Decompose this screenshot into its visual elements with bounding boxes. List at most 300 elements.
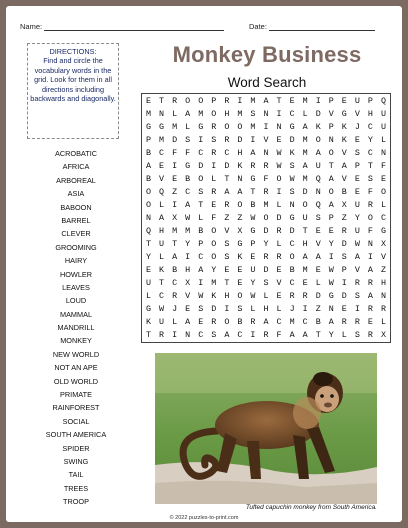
grid-letter: O — [146, 199, 152, 210]
grid-letter: V — [354, 265, 360, 276]
grid-letter: V — [185, 291, 191, 302]
grid-letter: D — [341, 291, 347, 302]
grid-letter: O — [380, 186, 386, 197]
grid-letter: S — [263, 278, 269, 289]
grid-letter: Z — [380, 265, 386, 276]
grid-letter: X — [172, 212, 178, 223]
grid-letter: M — [198, 108, 204, 119]
grid-letter: M — [185, 226, 191, 237]
grid-letter: N — [367, 239, 373, 250]
grid-letter: N — [380, 147, 386, 158]
grid-letter: T — [328, 160, 334, 171]
grid-letter: P — [328, 95, 334, 106]
grid-letter: V — [159, 173, 165, 184]
word-list-item: ARBOREAL — [56, 175, 96, 185]
grid-letter: K — [341, 121, 347, 132]
grid-letter: S — [185, 134, 191, 145]
grid-letter: N — [185, 330, 191, 341]
grid-letter: Y — [185, 239, 191, 250]
grid-letter: H — [380, 278, 386, 289]
grid-letter: L — [172, 317, 178, 328]
word-list-item: OLD WORLD — [53, 376, 99, 386]
grid-letter: E — [185, 304, 191, 315]
grid-letter: I — [276, 108, 282, 119]
grid-letter: A — [172, 252, 178, 263]
grid-letter: I — [198, 278, 204, 289]
grid-letter: A — [341, 160, 347, 171]
grid-letter: L — [341, 330, 347, 341]
page-subtitle: Word Search — [227, 75, 307, 90]
grid-letter: H — [224, 108, 230, 119]
grid-letter: O — [289, 252, 295, 263]
grid-letter: R — [276, 226, 282, 237]
grid-letter: M — [263, 199, 269, 210]
grid-letter: K — [211, 291, 217, 302]
grid-letter: B — [146, 173, 152, 184]
name-line — [44, 22, 224, 31]
grid-letter: U — [159, 239, 165, 250]
grid-letter: A — [354, 252, 360, 263]
word-list — [20, 147, 132, 509]
grid-letter: S — [224, 239, 230, 250]
grid-letter: U — [302, 212, 308, 223]
grid-letter: O — [185, 95, 191, 106]
grid-letter: V — [380, 252, 386, 263]
word-list-item: AFRICA — [62, 162, 90, 172]
grid-letter: W — [289, 173, 295, 184]
word-list-item: TREES — [63, 483, 89, 493]
word-list-item: SWING — [63, 456, 89, 466]
grid-letter: C — [172, 278, 178, 289]
grid-letter: I — [172, 199, 178, 210]
grid-letter: A — [198, 265, 204, 276]
grid-letter: A — [250, 147, 256, 158]
grid-letter: R — [367, 278, 373, 289]
grid-letter: C — [367, 147, 373, 158]
grid-letter: Y — [328, 330, 334, 341]
word-list-item: MANDRILL — [57, 323, 95, 333]
grid-letter: Z — [315, 304, 321, 315]
grid-letter: B — [198, 226, 204, 237]
grid-letter: B — [315, 317, 321, 328]
grid-letter: R — [224, 134, 230, 145]
grid-letter: U — [354, 199, 360, 210]
grid-letter: S — [198, 304, 204, 315]
grid-letter: T — [146, 239, 152, 250]
grid-letter: G — [146, 304, 152, 315]
grid-letter: W — [159, 304, 165, 315]
word-list-item: ACROBATIC — [54, 149, 98, 158]
grid-letter: R — [341, 317, 347, 328]
grid-letter: E — [276, 265, 282, 276]
grid-letter: C — [198, 147, 204, 158]
grid-letter: O — [198, 173, 204, 184]
grid-letter: S — [250, 108, 256, 119]
grid-letter: N — [237, 173, 243, 184]
grid-letter: A — [159, 212, 165, 223]
grid-letter: R — [250, 160, 256, 171]
grid-letter: Q — [380, 95, 386, 106]
grid-letter: I — [250, 330, 256, 341]
grid-letter: B — [172, 265, 178, 276]
grid-letter: K — [146, 317, 152, 328]
grid-letter: E — [380, 173, 386, 184]
grid-letter: E — [276, 291, 282, 302]
photo-caption: Tufted capuchin monkey from South America. — [245, 504, 377, 511]
grid-letter: I — [263, 121, 269, 132]
grid-letter: I — [367, 252, 373, 263]
grid-letter: R — [276, 252, 282, 263]
grid-letter: M — [289, 317, 295, 328]
grid-letter: R — [224, 95, 230, 106]
grid-letter: E — [341, 95, 347, 106]
grid-letter: D — [224, 160, 230, 171]
grid-letter: E — [315, 265, 321, 276]
grid-letter: S — [289, 186, 295, 197]
grid-letter: S — [211, 330, 217, 341]
word-list-item: GROOMING — [55, 242, 97, 252]
word-list-item: TROOP — [63, 497, 89, 507]
grid-letter: B — [250, 199, 256, 210]
capuchin-monkey-image — [155, 353, 377, 504]
grid-letter: R — [354, 317, 360, 328]
grid-letter: P — [250, 239, 256, 250]
grid-letter: M — [211, 278, 217, 289]
grid-letter: W — [328, 278, 334, 289]
worksheet-page — [6, 6, 402, 522]
grid-letter: O — [367, 212, 373, 223]
grid-letter: E — [367, 317, 373, 328]
monkey-photo — [155, 353, 377, 504]
word-list-item: TAIL — [68, 470, 84, 480]
grid-letter: R — [159, 330, 165, 341]
grid-letter: E — [146, 265, 152, 276]
grid-letter: E — [159, 160, 165, 171]
grid-letter: D — [276, 212, 282, 223]
grid-letter: K — [289, 147, 295, 158]
grid-letter: R — [263, 186, 269, 197]
grid-letter: D — [198, 160, 204, 171]
grid-letter: W — [185, 212, 191, 223]
grid-letter: L — [276, 199, 282, 210]
grid-letter: V — [341, 173, 347, 184]
grid-letter: O — [315, 134, 321, 145]
grid-letter: S — [237, 304, 243, 315]
grid-letter: C — [224, 147, 230, 158]
grid-letter: O — [224, 121, 230, 132]
grid-letter: R — [367, 199, 373, 210]
word-list-item: PRIMATE — [60, 390, 92, 400]
grid-letter: U — [380, 108, 386, 119]
grid-letter: S — [315, 212, 321, 223]
grid-letter: U — [146, 278, 152, 289]
grid-letter: H — [263, 304, 269, 315]
name-label: Name: — [20, 22, 43, 31]
grid-letter: O — [211, 108, 217, 119]
grid-letter: M — [302, 95, 308, 106]
grid-letter: H — [237, 147, 243, 158]
grid-letter: D — [315, 108, 321, 119]
grid-letter: I — [237, 95, 243, 106]
grid-letter: C — [198, 330, 204, 341]
grid-letter: D — [289, 226, 295, 237]
word-list-item: SOCIAL — [62, 416, 90, 426]
grid-letter: C — [367, 121, 373, 132]
grid-letter: T — [146, 330, 152, 341]
grid-letter: E — [224, 265, 230, 276]
grid-letter: R — [367, 304, 373, 315]
grid-letter: O — [328, 147, 334, 158]
grid-letter: T — [224, 278, 230, 289]
grid-letter: X — [380, 330, 386, 341]
grid-letter: P — [341, 265, 347, 276]
grid-letter: P — [328, 212, 334, 223]
grid-letter: J — [172, 304, 178, 315]
grid-letter: A — [315, 147, 321, 158]
grid-letter: M — [172, 121, 178, 132]
grid-letter: N — [146, 212, 152, 223]
grid-letter: R — [367, 330, 373, 341]
grid-letter: M — [146, 108, 152, 119]
grid-letter: P — [367, 95, 373, 106]
grid-letter: G — [250, 173, 256, 184]
grid-letter: A — [367, 291, 373, 302]
grid-letter: Z — [341, 212, 347, 223]
grid-letter: I — [302, 304, 308, 315]
grid-letter: T — [224, 173, 230, 184]
grid-letter: O — [237, 291, 243, 302]
grid-letter: F — [185, 147, 191, 158]
grid-letter: N — [159, 108, 165, 119]
grid-letter: D — [172, 134, 178, 145]
word-list-item: NEW WORLD — [52, 349, 100, 359]
grid-letter: M — [302, 134, 308, 145]
grid-letter: L — [380, 134, 386, 145]
copyright-text: © 2022 puzzles-to-print.com — [169, 515, 239, 521]
grid-letter: X — [380, 239, 386, 250]
grid-letter: V — [315, 239, 321, 250]
grid-letter: G — [198, 121, 204, 132]
grid-letter: E — [237, 265, 243, 276]
grid-letter: A — [185, 199, 191, 210]
grid-letter: E — [302, 278, 308, 289]
grid-letter: L — [276, 239, 282, 250]
word-list-item: SPIDER — [62, 443, 90, 453]
grid-letter: E — [237, 278, 243, 289]
grid-letter: I — [354, 304, 360, 315]
grid-letter: T — [315, 330, 321, 341]
grid-letter: Q — [159, 186, 165, 197]
grid-letter: T — [172, 239, 178, 250]
grid-letter: H — [185, 265, 191, 276]
grid-letter: K — [341, 134, 347, 145]
grid-letter: F — [367, 186, 373, 197]
grid-letter: E — [315, 226, 321, 237]
grid-letter: A — [224, 186, 230, 197]
grid-letter: B — [146, 147, 152, 158]
grid-letter: G — [289, 121, 295, 132]
grid-letter: R — [172, 291, 178, 302]
grid-letter: C — [289, 239, 295, 250]
directions-box — [27, 43, 119, 139]
grid-letter: Q — [315, 173, 321, 184]
grid-letter: V — [354, 108, 360, 119]
grid-letter: R — [224, 199, 230, 210]
grid-letter: O — [211, 226, 217, 237]
grid-letter: G — [380, 226, 386, 237]
grid-letter: M — [159, 134, 165, 145]
word-list-item: MAMMAL — [59, 309, 93, 319]
grid-letter: A — [328, 173, 334, 184]
grid-letter: B — [237, 317, 243, 328]
grid-letter: A — [302, 252, 308, 263]
grid-letter: B — [289, 265, 295, 276]
grid-letter: S — [354, 330, 360, 341]
grid-letter: G — [328, 291, 334, 302]
grid-letter: J — [289, 304, 295, 315]
grid-letter: R — [172, 95, 178, 106]
grid-letter: E — [354, 173, 360, 184]
grid-letter: F — [380, 160, 386, 171]
grid-letter: E — [354, 186, 360, 197]
grid-letter: I — [315, 95, 321, 106]
grid-letter: R — [380, 304, 386, 315]
grid-letter: Z — [172, 186, 178, 197]
grid-letter: M — [302, 147, 308, 158]
grid-letter: A — [263, 95, 269, 106]
grid-letter: H — [302, 239, 308, 250]
grid-letter: K — [237, 160, 243, 171]
grid-letter: O — [211, 239, 217, 250]
grid-letter: G — [341, 108, 347, 119]
word-list-item: BABOON — [60, 202, 92, 212]
grid-letter: G — [289, 212, 295, 223]
grid-letter: O — [328, 186, 334, 197]
grid-letter: L — [211, 173, 217, 184]
grid-letter: N — [328, 134, 334, 145]
word-list-item: RAINFOREST — [52, 403, 100, 413]
grid-letter: P — [211, 95, 217, 106]
grid-letter: M — [250, 121, 256, 132]
grid-letter: F — [276, 330, 282, 341]
grid-letter: E — [276, 134, 282, 145]
grid-letter: A — [146, 160, 152, 171]
grid-letter: T — [198, 199, 204, 210]
grid-letter: E — [354, 134, 360, 145]
grid-letter: L — [159, 199, 165, 210]
grid-letter: A — [224, 330, 230, 341]
grid-letter: R — [211, 147, 217, 158]
grid-letter: Y — [263, 239, 269, 250]
grid-letter: L — [315, 278, 321, 289]
grid-letter: U — [354, 95, 360, 106]
grid-letter: K — [237, 252, 243, 263]
grid-letter: G — [159, 121, 165, 132]
grid-letter: I — [185, 252, 191, 263]
grid-letter: U — [159, 317, 165, 328]
grid-letter: S — [289, 160, 295, 171]
grid-letter: R — [211, 317, 217, 328]
grid-letter: R — [211, 186, 217, 197]
grid-letter: Q — [315, 199, 321, 210]
grid-letter: A — [328, 199, 334, 210]
grid-letter: C — [159, 291, 165, 302]
grid-letter: W — [276, 147, 282, 158]
date-line — [269, 22, 375, 31]
grid-letter: B — [341, 186, 347, 197]
grid-letter: D — [289, 134, 295, 145]
grid-letter: D — [211, 304, 217, 315]
word-list-item: MONKEY — [60, 336, 92, 346]
letter-grid — [141, 93, 391, 343]
grid-letter: W — [198, 291, 204, 302]
grid-letter: K — [159, 265, 165, 276]
grid-letter: E — [172, 173, 178, 184]
grid-letter: T — [159, 95, 165, 106]
grid-letter: P — [198, 239, 204, 250]
grid-letter: P — [328, 121, 334, 132]
directions-title: DIRECTIONS: — [49, 47, 97, 56]
grid-letter: E — [289, 95, 295, 106]
grid-letter: R — [211, 121, 217, 132]
grid-letter: V — [263, 134, 269, 145]
grid-letter: C — [276, 317, 282, 328]
grid-letter: U — [250, 265, 256, 276]
grid-letter: T — [367, 160, 373, 171]
grid-letter: E — [146, 95, 152, 106]
grid-letter: J — [354, 121, 360, 132]
grid-letter: L — [276, 304, 282, 315]
grid-letter: T — [302, 226, 308, 237]
grid-letter: A — [185, 317, 191, 328]
grid-letter: V — [276, 278, 282, 289]
grid-letter: M — [172, 226, 178, 237]
grid-letter: Z — [224, 212, 230, 223]
grid-letter: A — [185, 108, 191, 119]
grid-letter: O — [237, 199, 243, 210]
grid-letter: A — [302, 160, 308, 171]
grid-letter: E — [250, 252, 256, 263]
grid-letter: C — [289, 278, 295, 289]
grid-letter: S — [354, 291, 360, 302]
grid-letter: O — [263, 212, 269, 223]
grid-letter: R — [250, 317, 256, 328]
grid-letter: G — [146, 121, 152, 132]
grid-letter: O — [211, 252, 217, 263]
grid-letter: V — [341, 147, 347, 158]
grid-letter: I — [211, 160, 217, 171]
grid-letter: H — [367, 108, 373, 119]
grid-letter: I — [341, 278, 347, 289]
word-list-item: HAIRY — [64, 256, 88, 266]
grid-letter: W — [250, 212, 256, 223]
grid-letter: A — [367, 265, 373, 276]
word-list-item: CLEVER — [61, 229, 91, 239]
grid-letter: M — [237, 108, 243, 119]
grid-letter: R — [263, 330, 269, 341]
grid-letter: V — [328, 108, 334, 119]
grid-letter: P — [146, 134, 152, 145]
grid-letter: S — [341, 252, 347, 263]
grid-letter: C — [302, 317, 308, 328]
grid-letter: G — [185, 160, 191, 171]
grid-letter: W — [354, 239, 360, 250]
page-title: Monkey Business — [172, 42, 362, 67]
grid-letter: L — [185, 121, 191, 132]
grid-letter: L — [250, 304, 256, 315]
grid-letter: D — [302, 186, 308, 197]
grid-letter: C — [159, 147, 165, 158]
